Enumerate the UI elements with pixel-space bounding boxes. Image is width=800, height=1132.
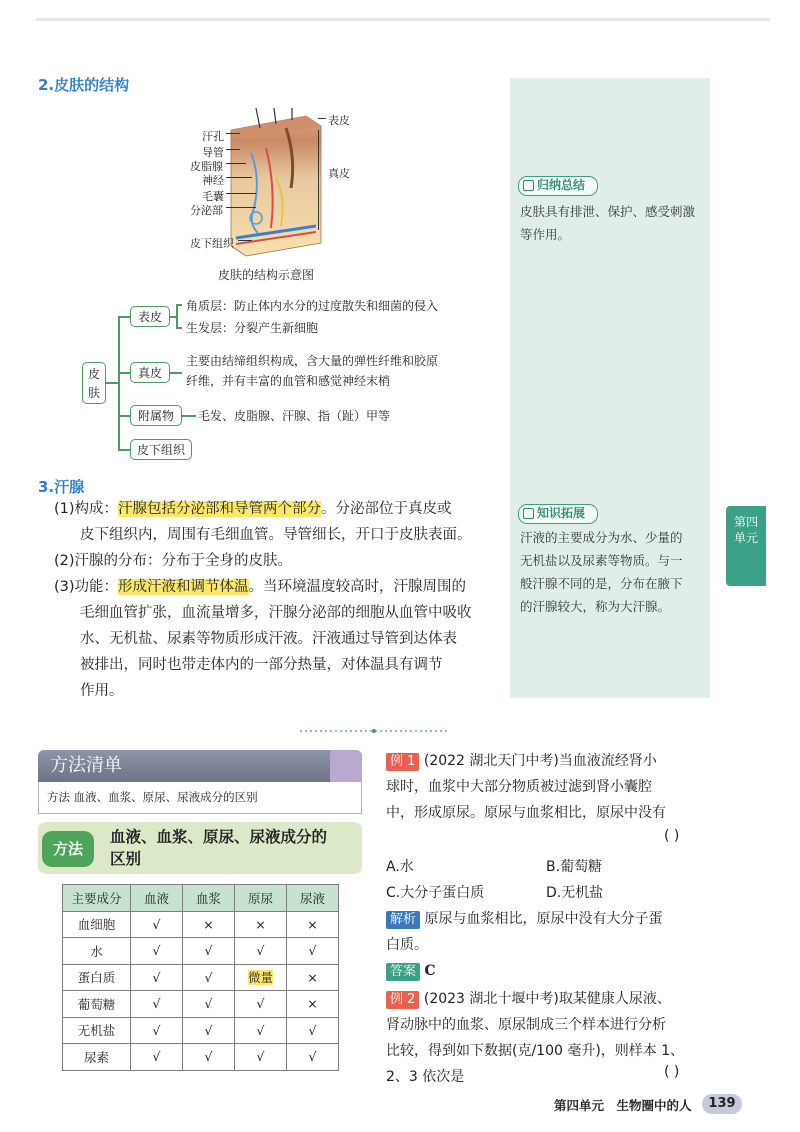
leader-line [226,149,240,150]
example2-line [386,986,716,1012]
paragraph-composition-line2: 皮下组织内，周围有毛细血管。导管细长，开口于皮肤表面。 [80,527,472,543]
example1-text [386,748,716,826]
unit-tab-line: 单元 [733,531,758,545]
example2-line: 比较，得到如下数据(克/100 毫升)，则样本 1、 [386,1043,685,1059]
sidebar-line: 无机盐以及尿素等物质。与一 [520,553,683,568]
table-cell: √ [287,1044,339,1071]
tree-detail-dermis-1: 主要由结缔组织构成，含大量的弹性纤维和胶原 [186,354,439,368]
table-cell: × [287,991,339,1018]
example2-line-text: (2023 湖北十堰中考)取某健康人尿液、 [423,991,671,1007]
paragraph-composition [54,497,504,523]
example1-line-text: (2022 湖北天门中考)当血液流经肾小 [423,753,657,769]
table-cell: √ [131,991,183,1018]
example1-answer [386,958,716,984]
table-cell: √ [183,1017,235,1044]
table-header: 原尿 [235,885,287,912]
example1-exp-text: 原尿与血浆相比，原尿中没有大分子蛋 [424,911,663,927]
leader-line [226,207,256,208]
tree-branch [118,415,130,417]
example1-tag: 例 1 [386,753,419,771]
example1-answer-paren: ( ) [664,828,680,844]
leader-line [226,163,246,164]
table-cell: √ [131,911,183,938]
diagram-label-hair-follicle: 毛囊 [202,190,224,203]
tree-node-subcutaneous: 皮下组织 [130,439,192,460]
table-row [63,1017,339,1044]
tree-node-epidermis: 表皮 [130,306,170,327]
tree-root-char: 肤 [87,386,100,400]
tree-branch [118,372,130,374]
table-cell [235,964,287,991]
diagram-label-subcutaneous: 皮下组织 [190,237,234,250]
table-row [63,1044,339,1071]
unit-tab [726,506,766,586]
table-cell: 血细胞 [63,911,131,938]
paragraph-function-line: 作用。 [80,683,124,699]
unit-tab-line: 第四 [733,515,758,529]
top-rule [36,18,770,21]
diagram-label-nerve: 神经 [202,174,224,187]
dotted-divider [300,729,448,733]
diagram-label-dermis: 真皮 [328,167,350,180]
table-cell: 无机盐 [63,1017,131,1044]
method-header-tab [330,750,362,782]
table-cell: √ [183,938,235,965]
tree-branch [170,372,182,374]
method-title [110,826,360,870]
sidebar-line: 般汗腺不同的是，分布在腋下 [520,576,683,591]
tree-branch [182,415,196,417]
sidebar-line: 的汗腺较大，称为大汗腺。 [520,599,671,614]
table-cell: × [287,911,339,938]
diagram-label-epidermis: 表皮 [328,114,350,127]
tree-node-appendages: 附属物 [130,405,182,426]
sidebar-line: 汗液的主要成分为水、少量的 [520,530,683,545]
tree-branch [118,449,130,451]
method-title-line: 血液、血浆、原尿、尿液成分的 [110,828,328,846]
tree-branch [176,327,182,329]
paragraph-distribution: (2)汗腺的分布：分布于全身的皮肤。 [54,553,293,569]
table-cell: 葡萄糖 [63,991,131,1018]
method-subtitle: 方法 血液、血浆、原尿、尿液成分的区别 [38,782,362,814]
method-title-line: 区别 [110,850,142,868]
tree-root-char: 皮 [87,367,100,381]
summary-icon [523,180,534,191]
table-cell: √ [131,1017,183,1044]
example2-line: 肾动脉中的血浆、原尿制成三个样本进行分析 [386,1017,666,1033]
table-header: 主要成分 [63,885,131,912]
tree-branch [176,304,182,306]
table-cell: √ [183,991,235,1018]
tree-detail-germinal-layer: 生发层：分裂产生新细胞 [186,321,319,335]
tree-detail-dermis-2: 纤维，并有丰富的血管和感觉神经末梢 [186,374,391,388]
page-number: 139 [702,1094,742,1114]
table-cell: 水 [63,938,131,965]
table-cell: √ [235,1017,287,1044]
table-cell: √ [235,938,287,965]
footer-unit-title: 第四单元 生物圈中的人 [554,1098,692,1113]
tree-branch [176,304,178,328]
para-text: 。当环境温度较高时，汗腺周围的 [248,579,467,595]
tree-trunk [118,316,120,450]
sidebar-summary-title [518,176,598,196]
tree-detail-appendages: 毛发、皮脂腺、汗腺、指（趾）甲等 [198,409,391,423]
skin-structure-diagram [226,108,326,258]
example1-option-d: D.无机盐 [546,885,604,901]
diagram-label-secretory-part: 分泌部 [190,204,223,217]
diagram-label-sweat-pore: 汗孔 [202,130,224,143]
table-header-row [63,885,339,912]
example2-tag: 例 2 [386,991,419,1009]
tree-detail-stratum-corneum: 角质层：防止体内水分的过度散失和细菌的侵入 [186,299,439,313]
table-row [63,938,339,965]
paragraph-function-line: 毛细血管扩张，血流量增多，汗腺分泌部的细胞从血管中吸收 [80,605,472,621]
highlight-function: 形成汗液和调节体温 [118,579,249,595]
table-row [63,991,339,1018]
diagram-label-sebaceous-gland: 皮脂腺 [190,160,223,173]
paragraph-function-line: 水、无机盐、尿素等物质形成汗液。汗液通过导管到达体表 [80,631,457,647]
table-cell: √ [183,1044,235,1071]
sidebar-extension-title [518,504,598,524]
table-cell: × [287,964,339,991]
leader-line [238,240,252,241]
tree-branch [118,316,130,318]
example1-line [386,748,716,774]
sidebar-line: 皮肤具有排泄、保护、感受刺激 [520,204,696,219]
example2-line: 2、3 依次是 [386,1069,465,1085]
example1-option-c: C.大分子蛋白质 [386,885,485,901]
example1-option-b: B.葡萄糖 [546,859,603,875]
sidebar-summary-text [520,200,706,246]
sidebar-line: 等作用。 [520,227,571,242]
para-text: 。分泌部位于真皮或 [321,501,452,517]
tree-connector [106,382,118,384]
sidebar-extension-text [520,526,706,618]
answer-tag: 答案 [386,963,420,981]
explanation-tag: 解析 [386,911,420,929]
section-heading-sweat-gland: 3.汗腺 [38,478,85,496]
table-header: 血液 [131,885,183,912]
example1-line: 中，形成原尿。原尿与血浆相比，原尿中没有 [386,805,666,821]
composition-table [62,884,339,1071]
leader-line [318,118,326,119]
table-cell: √ [235,1044,287,1071]
tree-node-dermis: 真皮 [130,362,170,383]
table-cell: √ [131,964,183,991]
table-cell: √ [235,991,287,1018]
example1-explanation [386,906,716,958]
diagram-label-duct: 导管 [202,146,224,159]
table-cell: 蛋白质 [63,964,131,991]
example1-exp-line: 白质。 [386,937,428,953]
example2-answer-paren: ( ) [664,1064,680,1080]
example1-option-a: A.水 [386,859,414,875]
highlight-composition: 汗腺包括分泌部和导管两个部分 [118,501,322,517]
table-cell: 尿素 [63,1044,131,1071]
table-cell: × [235,911,287,938]
table-cell: × [183,911,235,938]
diagram-caption: 皮肤的结构示意图 [218,268,315,282]
dermis-bracket [318,130,319,230]
method-pill: 方法 [42,831,94,867]
table-row [63,911,339,938]
sidebar-extension-label: 知识拓展 [537,506,586,520]
table-cell: √ [183,964,235,991]
para-prefix: (1)构成： [54,501,119,517]
example1-exp-line [386,906,716,932]
section-heading-skin-structure: 2.皮肤的结构 [38,76,130,94]
extension-icon [523,508,534,519]
method-header: 方法清单 [38,750,362,782]
table-cell: √ [287,1017,339,1044]
table-header: 尿液 [287,885,339,912]
table-cell: √ [131,1044,183,1071]
table-cell: √ [287,938,339,965]
table-cell-highlight: 微量 [247,970,273,986]
answer-value: C [424,963,436,979]
sidebar-summary-label: 归纳总结 [537,178,586,192]
tree-root-skin [82,362,106,404]
table-row [63,964,339,991]
example1-line: 球时，血浆中大部分物质被过滤到肾小囊腔 [386,779,652,795]
leader-line [226,177,252,178]
paragraph-function-line: 被排出，同时也带走体内的一部分热量，对体温具有调节 [80,657,443,673]
table-cell: √ [131,938,183,965]
table-header: 血浆 [183,885,235,912]
leader-line [226,133,240,134]
paragraph-function [54,575,504,601]
para-prefix: (3)功能： [54,579,119,595]
leader-line [226,193,256,194]
